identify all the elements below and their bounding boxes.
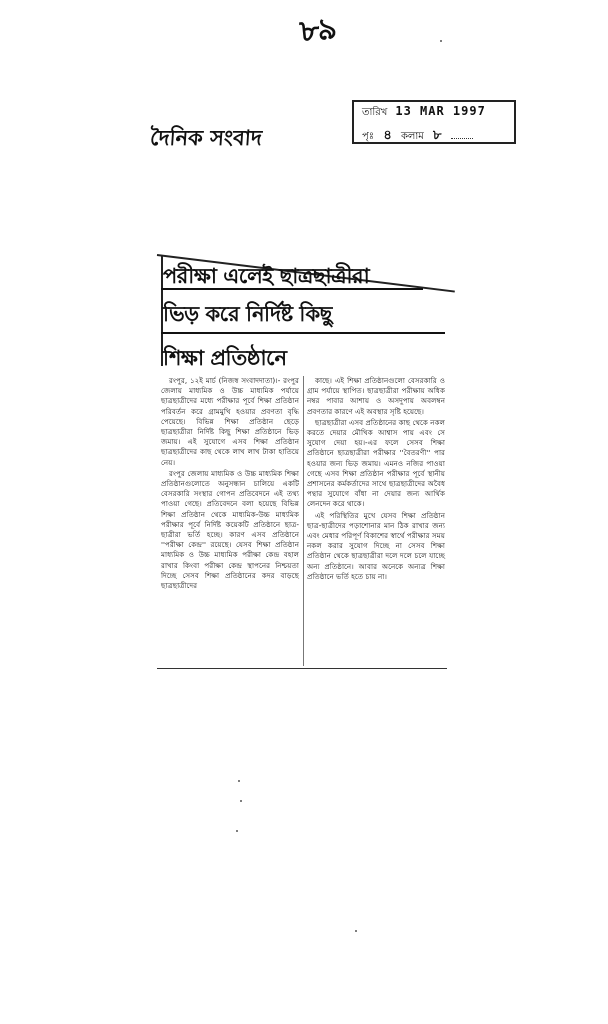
article-paragraph: কাছে। এই শিক্ষা প্রতিষ্ঠানগুলো বেসরকারি ও গ্রাম পর্যায়ে স্থাপিত। ছাত্রছাত্রীরা পরীক্ষায় অধিক নম্বর পাবার আশায় ও অসদুপায় অবলম্বন প্রবণতার কারণে এই অবস্থার সৃষ্টি হয়েছে। [307,376,445,416]
newspaper-masthead: দৈনিক সংবাদ [149,126,263,150]
stamp-date-value: 13 MAR 1997 [395,104,486,118]
stamp-dotted-line [451,138,473,139]
article-column-1 [161,376,299,592]
stamp-date-label: তারিখ [362,107,388,118]
column-divider [303,376,304,666]
stamp-column-value: ৮ [433,128,442,143]
article-paragraph: এই পরিস্থিতির মুখে যেসব শিক্ষা প্রতিষ্ঠান ছাত্র-ছাত্রীদের পড়াশোনার মান ঠিক রাখার জন্য এবং মেধার পরিপূর্ণ বিকাশের স্বার্থে পরীক্ষার সময় নকল করার সুযোগ দিচ্ছে না সেসব শিক্ষা প্রতিষ্ঠান থেকে ছাত্রছাত্রীরা দলে দলে চলে যাচ্ছে অন্য প্রতিষ্ঠানে। আবার অনেকে অন্যত্র শিক্ষা প্রতিষ্ঠানে ভর্তি হতে চায় না। [307,510,445,581]
article-paragraph: রংপুর, ১২ই মার্চ (নিজস্ব সংবাদদাতা)।- রংপুর জেলায় মাধ্যমিক ও উচ্চ মাধ্যমিক পর্যায়ে ছাত্রছাত্রীদের মধ্যে পরীক্ষার পূর্বে শিক্ষা প্রতিষ্ঠান পরিবর্তন করে গ্রামমুখি হওয়ার প্রবণতা বৃদ্ধি পেয়েছে। বিভিন্ন শিক্ষা প্রতিষ্ঠান ছেড়ে ছাত্রছাত্রীরা নির্দিষ্ট কিছু শিক্ষা প্রতিষ্ঠানে ভিড় জমায়। এই সুযোগে এসব শিক্ষা প্রতিষ্ঠান ছাত্রছাত্রীদের কাছ থেকে লাখ লাখ টাকা হাতিয়ে নেয়। [161,376,299,467]
handwritten-archive-number: ৮৯ [298,11,337,50]
stamp-page-value: ৪ [383,128,392,143]
archive-stamp [352,100,516,144]
article-body [161,376,445,666]
scan-speck [440,40,442,42]
scan-speck [240,800,242,802]
stamp-page-label: পৃঃ [362,131,375,142]
headline-line-3: শিক্ষা প্রতিষ্ঠানে [163,346,287,370]
headline-line-2: ভিড় করে নির্দিষ্ট কিছু [163,302,332,326]
scan-speck [236,830,238,832]
headline-line-1: পরীক্ষা এলেই ছাত্রছাত্রীরা [163,264,370,288]
stamp-column-label: কলাম [400,131,424,142]
headline-rule-2 [161,332,445,334]
news-clipping [157,250,447,670]
stamp-date-row [362,104,486,122]
article-paragraph: রংপুর জেলায় মাধ্যমিক ও উচ্চ মাধ্যমিক শিক্ষা প্রতিষ্ঠানগুলোতে অনুসন্ধান চালিয়ে একটি বেসরকারি সংস্থার গোপন প্রতিবেদনে এই তথ্য পাওয়া গেছে। প্রতিবেদনে বলা হয়েছে বিভিন্ন শিক্ষা প্রতিষ্ঠান থেকে মাধ্যমিক-উচ্চ মাধ্যমিক পরীক্ষার পূর্বে নির্দিষ্ট কয়েকটি প্রতিষ্ঠানে ছাত্র-ছাত্রীরা ভর্তি হচ্ছে। কারণ এসব প্রতিষ্ঠানে ''পরীক্ষা কেন্দ্র'' রয়েছে। যেসব শিক্ষা প্রতিষ্ঠান মাধ্যমিক ও উচ্চ মাধ্যমিক পরীক্ষা কেন্দ্র বহাল রাখার কিংবা পরীক্ষা কেন্দ্র স্থাপনের নিশ্চয়তা দিচ্ছে সেসব শিক্ষা প্রতিষ্ঠানের কদর বাড়ছে ছাত্রছাত্রীদের [161,468,299,591]
scan-speck [355,930,357,932]
article-paragraph: ছাত্রছাত্রীরা এসব প্রতিষ্ঠানের কাছ থেকে নকল করতে দেয়ার মৌখিক আশ্বাস পায় এবং সে সুযোগ দেয়া হয়।-এর ফলে সেসব শিক্ষা প্রতিষ্ঠানে ছাত্রছাত্রীরা পরীক্ষার ''বৈতরণী'' পার হওয়ার জন্য ভিড় জমায়। এমনও নজির পাওয়া গেছে এসব শিক্ষা প্রতিষ্ঠান পরীক্ষার পূর্বে স্থানীয় প্রশাসনের কর্মকর্তাদের সাথে ছাত্রছাত্রীদের অবৈধ পন্থার সুযোগে বাঁধা না দেয়ার জন্য আর্থিক লেনদেন করে থাকে। [307,417,445,509]
stamp-page-row [362,126,473,147]
clipping-bottom-rule [157,668,447,669]
headline-rule-1 [161,288,423,290]
scan-speck [238,780,240,782]
article-column-2 [307,376,445,583]
